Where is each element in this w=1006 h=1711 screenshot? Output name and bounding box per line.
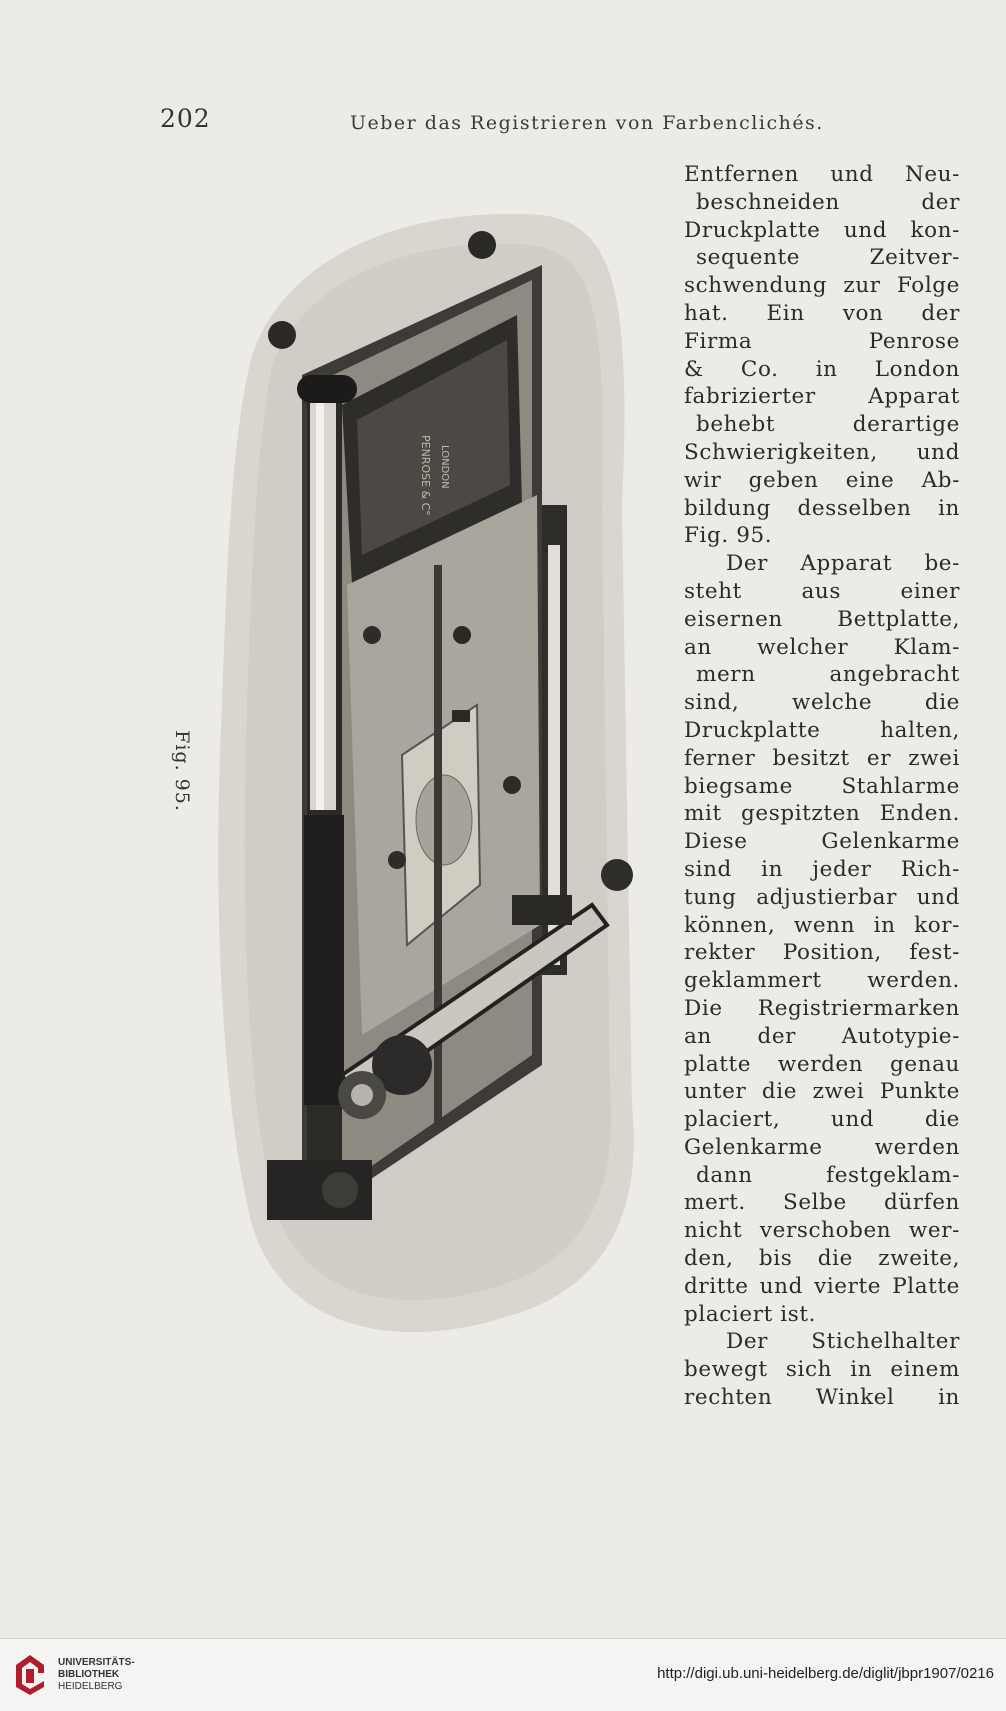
text-line: an der Autotypie-	[684, 1023, 960, 1049]
text-line: Gelenkarme werden	[684, 1134, 960, 1160]
text-line: bildung desselben in	[684, 495, 960, 521]
plate-inscription-city: LONDON	[439, 445, 450, 489]
text-line: mern angebracht	[696, 662, 960, 688]
running-title: Ueber das Registrieren von Farbenclichés.	[350, 112, 824, 134]
text-line: geklammert werden.	[684, 968, 960, 994]
text-line: & Co. in London	[684, 356, 960, 382]
plate-inscription: PENROSE & C°	[419, 435, 432, 516]
text-line: ferner besitzt er zwei	[684, 745, 960, 771]
text-line: fabrizierter Apparat	[684, 384, 960, 410]
text-line: wir geben eine Ab-	[684, 467, 960, 493]
text-line: bewegt sich in einem	[684, 1357, 960, 1383]
text-line: Druckplatte und kon-	[684, 217, 960, 243]
library-name-line: UNIVERSITÄTS-	[58, 1657, 135, 1668]
page-number: 202	[160, 104, 211, 133]
text-line: eisernen Bettplatte,	[684, 606, 960, 632]
text-line: placiert, und die	[684, 1107, 960, 1133]
text-line: placiert ist.	[684, 1301, 817, 1327]
text-line: behebt derartige	[696, 412, 960, 438]
text-line: rechten Winkel in	[684, 1385, 960, 1411]
text-line: Firma Penrose	[684, 328, 960, 354]
text-line: beschneiden der	[696, 189, 960, 215]
text-line: können, wenn in kor-	[684, 912, 960, 938]
text-line: unter die zwei Punkte	[684, 1079, 960, 1105]
text-line: tung adjustierbar und	[684, 884, 960, 910]
library-name-line: HEIDELBERG	[58, 1681, 123, 1692]
text-line: Druckplatte halten,	[684, 717, 960, 743]
text-line: steht aus einer	[684, 578, 960, 604]
body-text	[684, 161, 960, 1412]
apparatus-engraving	[212, 205, 682, 1363]
text-line: rekter Position, fest-	[684, 940, 960, 966]
text-line: Schwierigkeiten, und	[684, 439, 960, 465]
text-line: dritte und vierte Platte	[684, 1273, 960, 1299]
library-name-line: BIBLIOTHEK	[58, 1669, 120, 1680]
text-line: biegsame Stahlarme	[684, 773, 960, 799]
text-line: an welcher Klam-	[684, 634, 960, 660]
figure-penrose-apparatus	[212, 205, 682, 1363]
text-line: den, bis die zweite,	[684, 1246, 960, 1272]
text-line: Diese Gelenkarme	[684, 829, 960, 855]
text-line: mert. Selbe dürfen	[684, 1190, 960, 1216]
text-line: hat. Ein von der	[684, 300, 960, 326]
text-line: mit gespitzten Enden.	[684, 801, 960, 827]
figure-caption: Fig. 95.	[170, 730, 193, 812]
university-library-logo-icon	[10, 1651, 50, 1699]
text-line: Fig. 95.	[684, 523, 773, 549]
text-line: platte werden genau	[684, 1051, 960, 1077]
text-line: Entfernen und Neu-	[684, 162, 960, 187]
source-url-link[interactable]: http://digi.ub.uni-heidelberg.de/diglit/jbpr1907/0216	[657, 1665, 994, 1682]
text-line: nicht verschoben wer-	[684, 1218, 960, 1244]
text-line: schwendung zur Folge	[684, 273, 960, 299]
text-line: dann festgeklam-	[696, 1162, 960, 1188]
text-line: Die Registriermarken	[684, 995, 960, 1021]
text-line: sequente Zeitver-	[696, 245, 960, 271]
text-line: Der Stichelhalter	[726, 1329, 960, 1355]
text-line: Der Apparat be-	[726, 551, 960, 577]
text-line: sind in jeder Rich-	[684, 856, 960, 882]
library-footer	[0, 1638, 1006, 1711]
text-line: sind, welche die	[684, 690, 960, 716]
library-name	[58, 1657, 135, 1693]
